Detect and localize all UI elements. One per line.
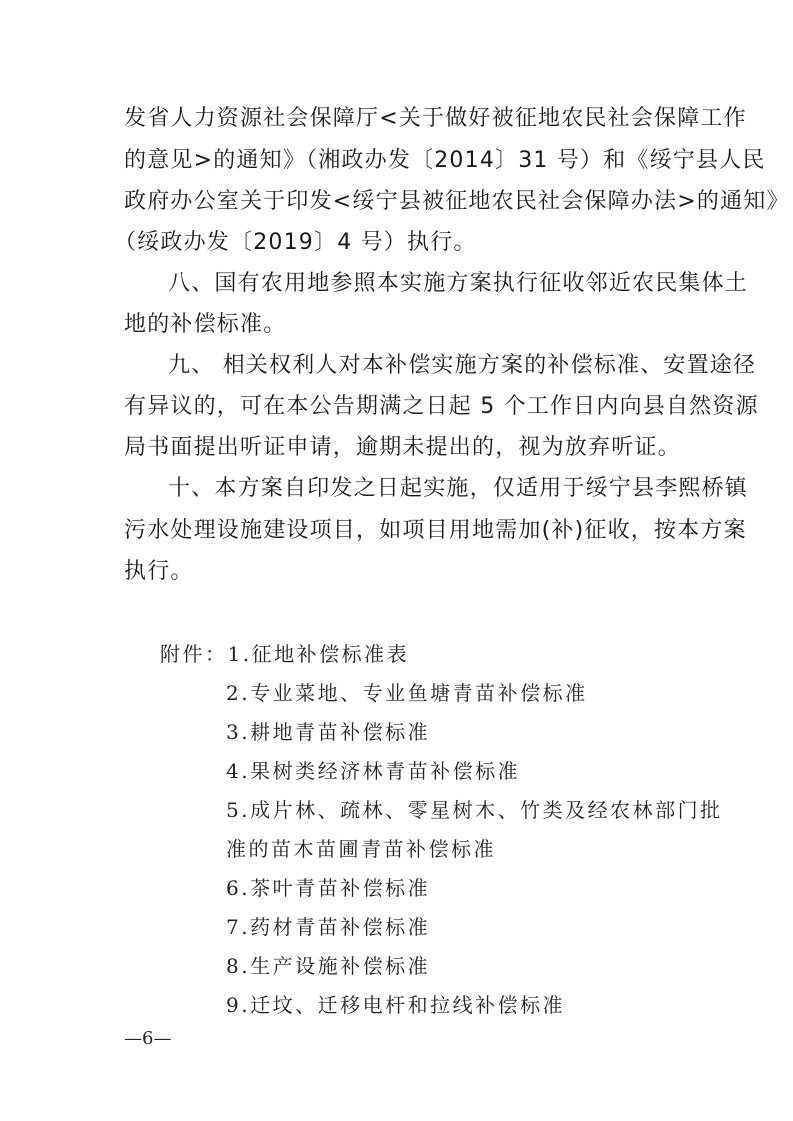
attachment-line-8: 7.药材青苗补偿标准 xyxy=(226,915,431,939)
body-line-10: 十、本方案自印发之日起实施，仅适用于绥宁县李熙桥镇 xyxy=(168,476,749,501)
body-line-3: 政府办公室关于印发<绥宁县被征地农民社会保障办法>的通知》 xyxy=(124,189,790,214)
body-line-4: （绥政办发〔2019〕4 号）执行。 xyxy=(114,230,477,255)
attachment-line-4: 4.果树类经济林青苗补偿标准 xyxy=(226,759,521,783)
attachment-line-7: 6.茶叶青苗补偿标准 xyxy=(226,876,431,900)
attachment-line-2: 2.专业菜地、专业鱼塘青苗补偿标准 xyxy=(226,681,588,705)
body-line-2: 的意见>的通知》（湘政办发〔2014〕31 号）和《绥宁县人民 xyxy=(124,148,766,173)
body-line-11: 污水处理设施建设项目，如项目用地需加(补)征收，按本方案 xyxy=(124,518,747,543)
body-line-9: 局书面提出听证申请，逾期未提出的，视为放弃听证。 xyxy=(124,435,681,460)
attachment-line-10: 9.迁坟、迁移电杆和拉线补偿标准 xyxy=(226,993,566,1017)
attachment-line-9: 8.生产设施补偿标准 xyxy=(226,954,431,978)
attachment-line-1: 附件：1.征地补偿标准表 xyxy=(160,642,410,666)
body-line-7: 九、 相关权利人对本补偿实施方案的补偿标准、安置途径 xyxy=(168,353,757,378)
body-line-8: 有异议的，可在本公告期满之日起 5 个工作日内向县自然资源 xyxy=(124,394,759,419)
body-line-1: 发省人力资源社会保障厅<关于做好被征地农民社会保障工作 xyxy=(124,106,747,131)
body-line-5: 八、国有农用地参照本实施方案执行征收邻近农民集体土 xyxy=(168,271,749,296)
attachment-line-6: 准的苗木苗圃青苗补偿标准 xyxy=(226,837,496,861)
attachment-line-5: 5.成片林、疏林、零星树木、竹类及经农林部门批 xyxy=(226,798,723,822)
attachment-line-3: 3.耕地青苗补偿标准 xyxy=(226,720,431,744)
page-number: —6— xyxy=(124,1028,172,1049)
body-line-12: 执行。 xyxy=(124,559,194,584)
body-line-6: 地的补偿标准。 xyxy=(124,312,287,337)
